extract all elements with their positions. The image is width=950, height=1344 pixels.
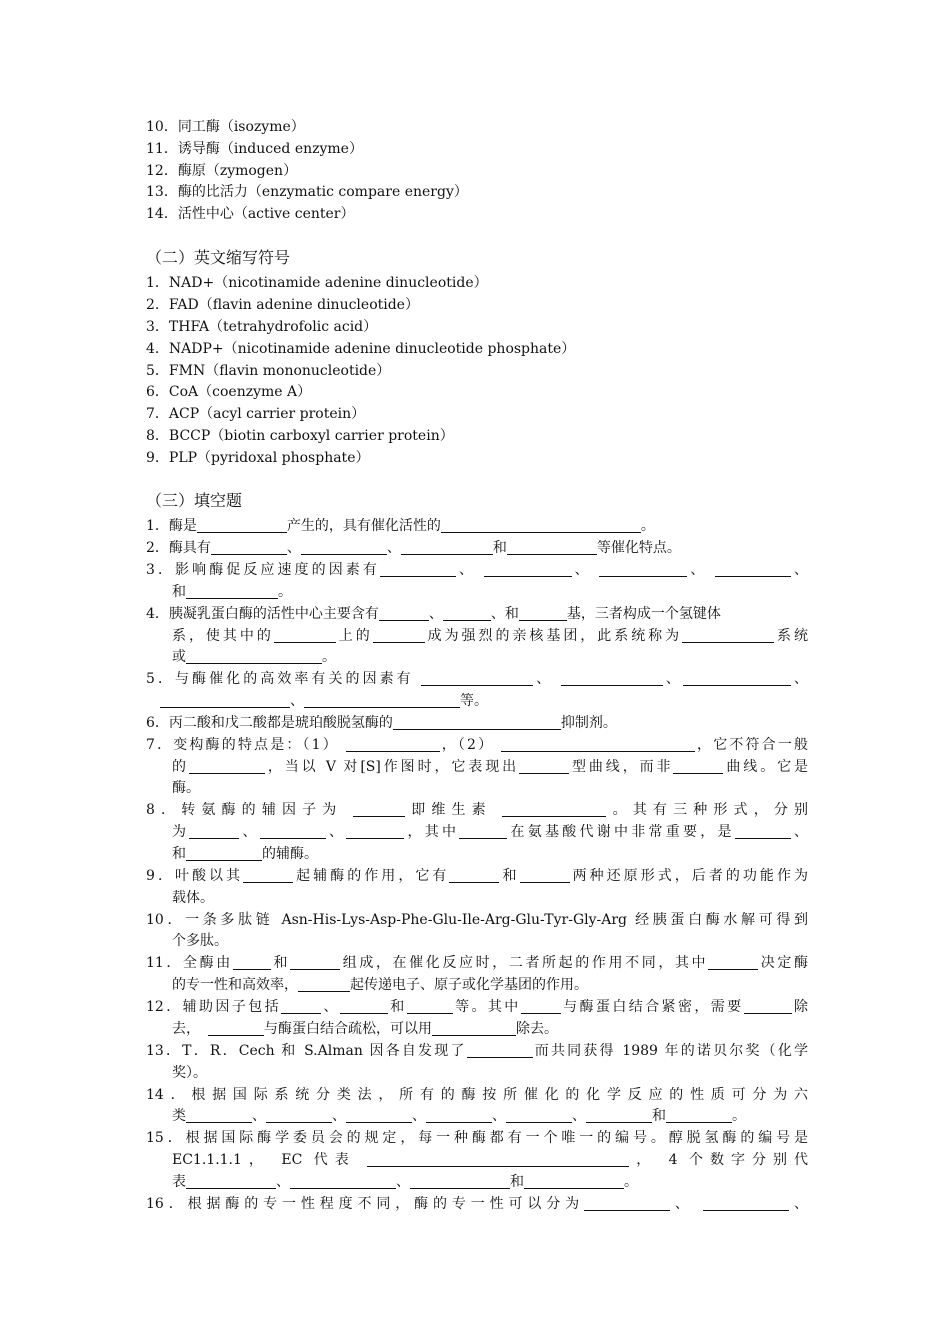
blank[interactable] [586,1106,652,1123]
question-4: 4．胰凝乳蛋白酶的活性中心主要含有 、 、和 基，三者构成一个氢键体 [146,606,721,622]
blank[interactable] [502,800,606,817]
blank[interactable] [260,822,326,839]
abbr-item: 9．PLP（pyridoxal phosphate） [146,450,370,466]
blank[interactable] [189,822,239,839]
abbr-item: 4．NADP+（nicotinamide adenine dinucleotide phosphate） [146,341,576,357]
blank[interactable] [441,516,641,533]
blank[interactable] [421,669,533,686]
blank[interactable] [304,691,460,708]
question-7-cont: 的 ，当以 V 对[S]作图时，它表现出 型曲线，而非 曲线。它是 [172,759,809,775]
term-item: 12．酶原（zymogen） [146,163,298,179]
question-9: 9．叶酸以其 起辅酶的作用，它有 和 两种还原形式，后者的功能作为 [146,868,809,884]
blank[interactable] [666,1106,732,1123]
abbr-item: 1．NAD+（nicotinamide adenine dinucleotide） [146,275,488,291]
blank[interactable] [735,822,791,839]
question-11-cont: 的专一性和高效率， 起传递电子、原子或化学基团的作用。 [172,977,588,993]
blank[interactable] [160,691,290,708]
question-14-cont: 类 、 、 、 、 、 和 。 [172,1108,746,1124]
blank[interactable] [298,975,350,992]
blank[interactable] [233,953,271,970]
abbr-item: 2．FAD（flavin adenine dinucleotide） [146,297,419,313]
blank[interactable] [346,1106,412,1123]
question-16: 16．根据酶的专一性程度不同，酶的专一性可以分为 、 、 [146,1196,809,1212]
question-13-cont: 奖）。 [172,1065,207,1081]
blank[interactable] [520,866,570,883]
blank[interactable] [673,757,723,774]
blank[interactable] [290,1172,396,1189]
blank[interactable] [186,1106,252,1123]
abbr-item: 6．CoA（coenzyme A） [146,384,312,400]
blank[interactable] [449,866,499,883]
blank[interactable] [380,560,456,577]
question-11: 11．全酶由 和 组成，在催化反应时，二者所起的作用不同，其中 决定酶 [146,955,809,971]
question-3: 3．影响酶促反应速度的因素有 、 、 、 、 [146,562,809,578]
term-item: 13．酶的比活力（enzymatic compare energy） [146,184,468,200]
blank[interactable] [197,516,287,533]
blank[interactable] [373,626,425,643]
blank[interactable] [561,669,663,686]
question-15-cont2: 表 、 、 和 。 [172,1174,638,1190]
blank[interactable] [708,953,758,970]
blank[interactable] [189,757,265,774]
question-7-cont2: 酶。 [172,780,200,796]
question-7: 7．变构酶的特点是：（1） ，（2） ，它不符合一般 [146,737,809,753]
blank[interactable] [443,604,491,621]
blank[interactable] [682,626,774,643]
abbr-heading: （二）英文缩写符号 [146,248,291,267]
question-14: 14．根据国际系统分类法，所有的酶按所催化的化学反应的性质可分为六 [146,1087,808,1103]
blank[interactable] [524,1172,624,1189]
question-8-cont2: 和 的辅酶。 [172,846,318,862]
blank[interactable] [346,822,404,839]
blank[interactable] [393,713,561,730]
question-12-cont: 去， 与酶蛋白结合疏松，可以用 除去。 [172,1021,558,1037]
blank[interactable] [274,626,336,643]
question-8-cont: 为 、 、 ，其中 在氨基酸代谢中非常重要，是 、 [172,824,808,840]
abbr-item: 8．BCCP（biotin carboxyl carrier protein） [146,428,454,444]
blank[interactable] [599,560,687,577]
term-item: 10．同工酶（isozyme） [146,119,305,135]
question-1: 1．酶是 产生的，具有催化活性的 。 [146,518,655,534]
question-4-cont2: 或 。 [172,649,336,665]
blank[interactable] [507,538,597,555]
blank[interactable] [211,538,287,555]
question-15-cont: EC1.1.1.1， EC 代表 ， 4 个数字分别代 [172,1152,809,1168]
blank[interactable] [519,757,569,774]
question-10: 10．一条多肽链 Asn-His-Lys-Asp-Phe-Glu-Ile-Arg-Glu-Tyr-Gly-Arg 经胰蛋白酶水解可得到 [146,912,808,928]
blank[interactable] [484,560,572,577]
blank[interactable] [519,604,567,621]
question-13: 13．T．R．Cech 和 S.Alman 因各自发现了 而共同获得 1989 年的诺贝尔奖（化学 [146,1043,809,1059]
blank[interactable] [243,866,293,883]
blank[interactable] [703,1194,789,1211]
question-8: 8．转氨酶的辅因子为 即维生素 。其有三种形式，分别 [146,802,808,818]
term-item: 14．活性中心（active center） [146,206,355,222]
blank[interactable] [683,669,791,686]
abbr-item: 5．FMN（flavin mononucleotide） [146,363,391,379]
blank[interactable] [290,953,340,970]
blank[interactable] [208,1019,264,1036]
blank[interactable] [432,1019,516,1036]
blank[interactable] [367,1150,629,1167]
blank[interactable] [186,582,278,599]
blank[interactable] [186,844,262,861]
blank[interactable] [459,822,507,839]
blank[interactable] [410,1172,510,1189]
question-10-cont: 个多肽。 [172,933,228,949]
blank[interactable] [407,997,453,1014]
blank[interactable] [346,735,440,752]
blank[interactable] [186,647,322,664]
question-4-cont: 系，使其中的 上的 成为强烈的亲核基团，此系统称为 系统 [172,628,809,644]
question-15: 15．根据国际酶学委员会的规定，每一种酶都有一个唯一的编号。醇脱氢酶的编号是 [146,1130,808,1146]
question-9-cont: 载体。 [172,890,214,906]
blank[interactable] [401,538,493,555]
blank[interactable] [715,560,791,577]
question-12: 12．辅助因子包括 、 和 等。其中 与酶蛋白结合紧密，需要 除 [146,999,808,1015]
abbr-item: 3．THFA（tetrahydrofolic acid） [146,319,378,335]
question-5-cont: 、 等。 [160,690,488,712]
blank[interactable] [521,997,561,1014]
abbr-item: 7．ACP（acyl carrier protein） [146,406,366,422]
blank[interactable] [501,735,695,752]
blank[interactable] [584,1194,670,1211]
term-item: 11．诱导酶（induced enzyme） [146,141,363,157]
blank[interactable] [266,1106,332,1123]
blank[interactable] [301,538,387,555]
blank[interactable] [281,997,321,1014]
blank[interactable] [426,1106,492,1123]
fill-heading: （三）填空题 [146,491,243,510]
blank[interactable] [744,997,792,1014]
question-3-cont: 和 。 [172,584,292,600]
question-2: 2．酶具有 、 、 和 等催化特点。 [146,540,681,556]
blank[interactable] [353,800,405,817]
question-5: 5．与酶催化的高效率有关的因素有 、 、 、 [146,671,809,687]
question-6: 6．丙二酸和戊二酸都是琥珀酸脱氢酶的 抑制剂。 [146,715,617,731]
blank[interactable] [379,604,429,621]
blank[interactable] [467,1041,533,1058]
blank[interactable] [340,997,388,1014]
blank[interactable] [506,1106,572,1123]
blank[interactable] [186,1172,276,1189]
